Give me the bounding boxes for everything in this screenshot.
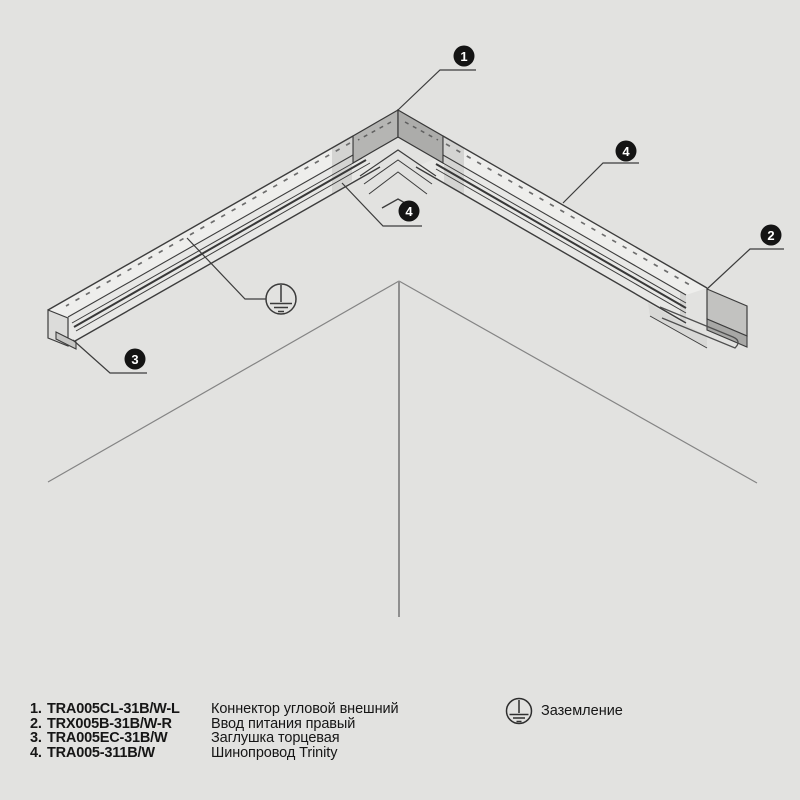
marker-4-left	[399, 201, 420, 222]
marker-4-left-label: 4	[405, 203, 413, 219]
legend-item-code: TRA005CL-31B/W-L	[47, 701, 180, 717]
marker-3-label: 3	[131, 351, 139, 367]
legend	[30, 701, 399, 760]
legend-ground-label: Заземление	[541, 703, 623, 719]
legend-item-desc: Шинопровод Trinity	[211, 745, 338, 762]
legend-item-number: 1.	[30, 701, 42, 717]
legend-item-4	[30, 745, 399, 760]
legend-item-3	[30, 730, 399, 745]
legend-item-desc: Коннектор угловой внешний	[211, 701, 399, 717]
legend-item-code: TRA005-311B/W	[47, 745, 155, 762]
legend-item-code: TRX005B-31B/W-R	[47, 715, 172, 732]
legend-item-number: 3.	[30, 730, 42, 747]
marker-3	[125, 349, 146, 370]
legend-item-2	[30, 716, 399, 731]
legend-item-desc: Заглушка торцевая	[211, 730, 340, 747]
marker-4-right	[616, 141, 637, 162]
marker-1	[454, 46, 475, 67]
legend-item-1	[30, 701, 399, 716]
legend-item-number: 2.	[30, 715, 42, 732]
marker-4-right-label: 4	[622, 143, 630, 159]
legend-item-desc: Ввод питания правый	[211, 715, 356, 732]
marker-2	[761, 225, 782, 246]
legend-item-code: TRA005EC-31B/W	[47, 730, 168, 747]
legend-item-number: 4.	[30, 745, 42, 762]
marker-1-label: 1	[460, 48, 468, 64]
marker-2-label: 2	[767, 227, 775, 243]
